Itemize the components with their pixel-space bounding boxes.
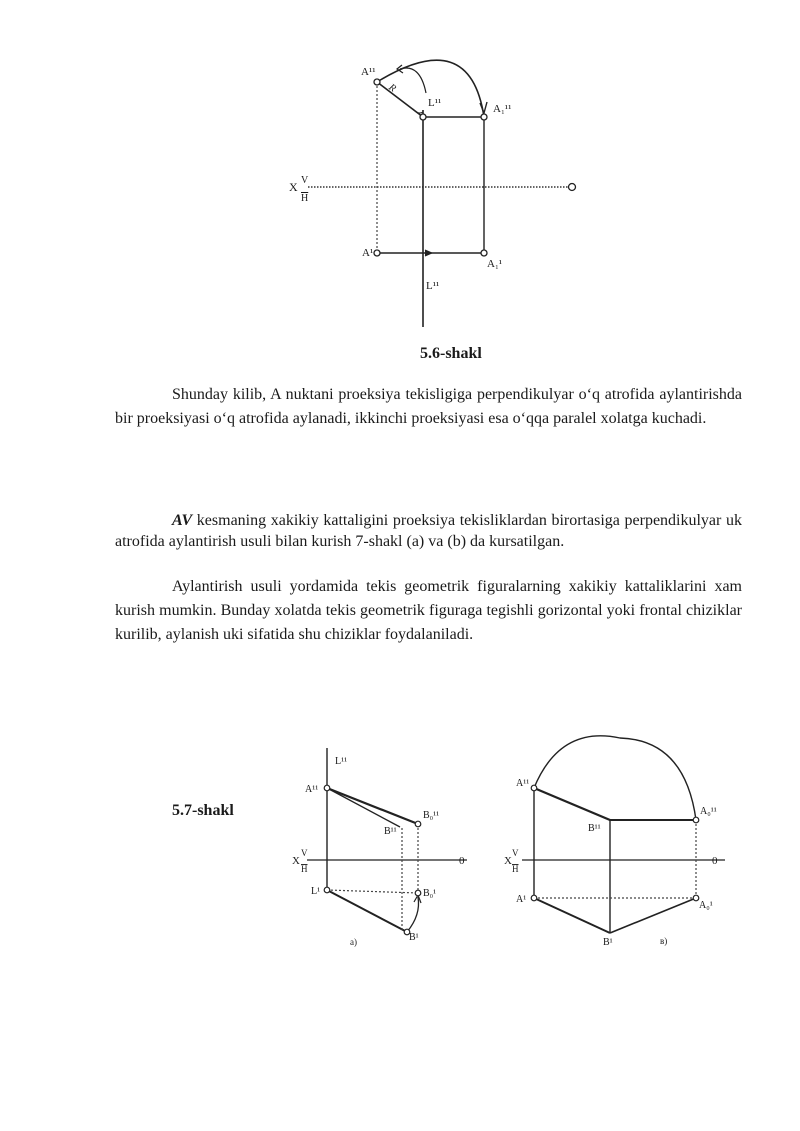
label-l2: L¹¹ — [428, 97, 442, 109]
figure-5-7b-drawing — [500, 730, 730, 955]
paragraph-3: Aylantirish usuli yordamida tekis geometrik figuralarning xakikiy kattaliklarini xam kurish mumkin. Bunday xolatda tekis geometrik figuraga tegishli gorizontal yoki frontal chiziklar kurilib, aylanish uki sifatida shu chiziklar foydalaniladi. — [115, 578, 742, 643]
label-a11: A₁¹ — [487, 258, 503, 270]
label-v: V — [512, 848, 519, 858]
label-h: H — [301, 193, 309, 204]
label-b01: B₀¹ — [423, 888, 437, 899]
segment-b1-a01 — [610, 898, 696, 933]
segment-l1-b01 — [327, 890, 418, 893]
label-x: X — [504, 855, 512, 867]
label-a12: A₁¹¹ — [493, 103, 512, 115]
label-o: 0 — [712, 855, 718, 867]
figure-5-7-caption: 5.7-shakl — [172, 802, 234, 819]
label-a2: A¹¹ — [361, 66, 376, 78]
point-a01 — [693, 895, 699, 901]
label-h: H — [512, 864, 519, 874]
point-a02 — [693, 817, 699, 823]
point-l2 — [420, 114, 426, 120]
label-l2-bottom: L¹¹ — [426, 280, 440, 292]
label-x: X — [289, 180, 298, 194]
figure-5-6-caption: 5.6-shakl — [420, 345, 482, 362]
label-b02: B₀¹¹ — [423, 810, 440, 821]
figure-5-6 — [280, 55, 590, 335]
point-a2 — [324, 785, 330, 791]
label-l2: L¹¹ — [335, 756, 348, 767]
label-b2: B¹¹ — [384, 826, 397, 837]
point-a12 — [481, 114, 487, 120]
label-x: X — [292, 855, 300, 867]
segment-a1-b1 — [534, 898, 610, 933]
label-a1: A¹ — [516, 894, 527, 905]
point-b02 — [415, 821, 421, 827]
point-a2 — [531, 785, 537, 791]
point-a11 — [481, 250, 487, 256]
label-a1: A¹ — [362, 247, 374, 259]
figure-a-tag: a) — [350, 937, 357, 947]
point-o — [569, 184, 576, 191]
paragraph-2 — [115, 510, 742, 552]
figure-b-tag: в) — [660, 936, 668, 946]
label-a01: A₀¹ — [699, 900, 713, 911]
label-a02: A₀¹¹ — [700, 806, 717, 817]
point-a1 — [531, 895, 537, 901]
point-l1 — [324, 887, 330, 893]
label-b1: B¹ — [603, 937, 613, 948]
figure-5-7a — [285, 740, 485, 955]
segment-a2-b2 — [534, 788, 610, 820]
label-h: H — [301, 864, 308, 874]
label-v: V — [301, 175, 309, 186]
segment-l1-b1 — [327, 890, 407, 932]
label-b1: B¹ — [409, 932, 419, 943]
label-a2: A¹¹ — [305, 784, 319, 795]
rotation-arc — [407, 897, 419, 932]
label-v: V — [301, 848, 308, 858]
figure-5-6-drawing — [280, 55, 590, 335]
point-a1 — [374, 250, 380, 256]
point-a2 — [374, 79, 380, 85]
label-a2: A¹¹ — [516, 778, 530, 789]
label-l1: L¹ — [311, 886, 321, 897]
paragraph-2-lead: AV — [172, 512, 193, 529]
label-o: 0 — [459, 855, 465, 867]
paragraph-1: Shunday kilib, A nuktani proeksiya tekisligiga perpendikulyar o‘q atrofida aylantirishda bir proeksiyasi o‘q atrofida aylanadi, ikkinchi proeksiyasi esa o‘qqa paralel xolatga kuchadi. — [115, 386, 742, 427]
inner-arrow-arc — [400, 68, 426, 93]
rotation-arc — [534, 736, 696, 820]
translation-arrow — [425, 250, 432, 256]
segment-a2-b2 — [327, 788, 400, 827]
figure-5-7a-drawing — [285, 740, 485, 955]
segment-a2-b02 — [327, 788, 418, 824]
paragraph-2-text: kesmaning xakikiy kattaligini proeksiya tekisliklardan birortasiga perpendikulyar uk atrofida aylantirish usuli bilan kurish 7-shakl (a) va (b) da kursatilgan. — [115, 512, 742, 550]
figure-5-7b — [500, 730, 730, 955]
point-b01 — [415, 890, 421, 896]
label-b2: B¹¹ — [588, 823, 601, 834]
label-r: R — [386, 82, 398, 95]
